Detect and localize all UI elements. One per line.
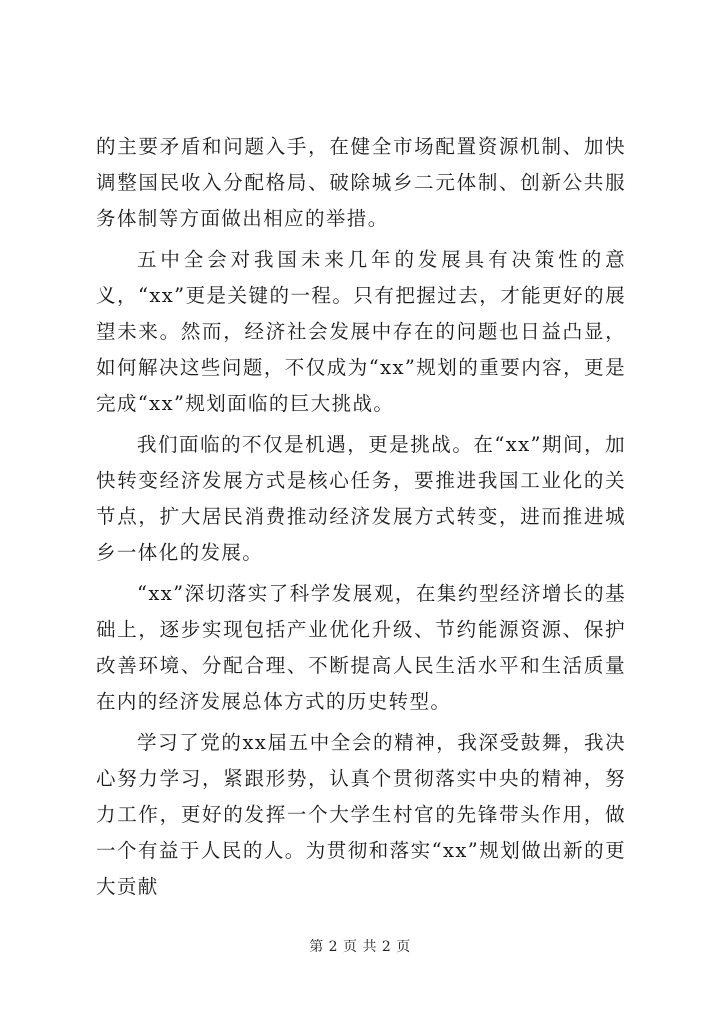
paragraph-1: 的主要矛盾和问题入手，在健全市场配置资源机制、加快调整国民收入分配格局、破除城乡二元体制、创新公共服务体制等方面做出相应的举措。 bbox=[96, 135, 626, 230]
page-number-footer: 第 2 页 共 2 页 bbox=[309, 939, 411, 955]
paragraph-4: “xx”深切落实了科学发展观，在集约型经济增长的基础上，逐步实现包括产业优化升级、节约能源资源、保护改善环境、分配合理、不断提高人民生活水平和生活质量在内的经济发展总体方式的历史转型。 bbox=[96, 582, 626, 713]
paragraph-3: 我们面临的不仅是机遇，更是挑战。在“xx”期间，加快转变经济发展方式是核心任务，要推进我国工业化的关节点，扩大居民消费推动经济发展方式转变，进而推进城乡一体化的发展。 bbox=[96, 433, 626, 564]
document-body bbox=[96, 129, 626, 910]
paragraph-2: 五中全会对我国未来几年的发展具有决策性的意义，“xx”更是关键的一程。只有把握过去，才能更好的展望未来。然而，经济社会发展中存在的问题也日益凸显，如何解决这些问题，不仅成为“xx”规划的重要内容，更是完成“xx”规划面临的巨大挑战。 bbox=[96, 248, 626, 415]
paragraph-5: 学习了党的xx届五中全会的精神，我深受鼓舞，我决心努力学习，紧跟形势，认真个贯彻落实中央的精神，努力工作，更好的发挥一个大学生村官的先锋带头作用，做一个有益于人民的人。为贯彻和落实“xx”规划做出新的更大贡献 bbox=[96, 731, 626, 898]
